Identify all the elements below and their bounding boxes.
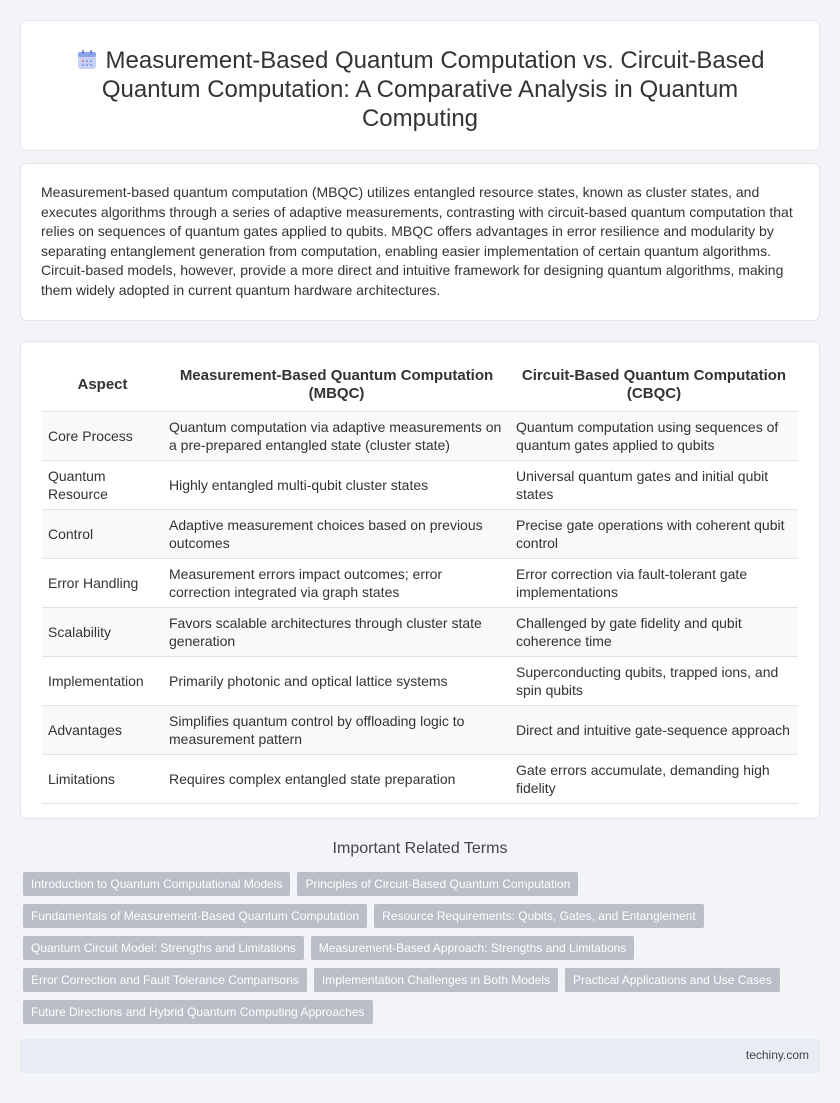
table-header-row (42, 359, 798, 412)
table-row (42, 412, 798, 461)
cell-aspect: Control (42, 510, 163, 559)
cell-cbqc: Direct and intuitive gate-sequence approach (510, 706, 798, 755)
cell-mbqc: Adaptive measurement choices based on previous outcomes (163, 510, 510, 559)
intro-card (20, 163, 820, 321)
cell-mbqc: Requires complex entangled state preparation (163, 755, 510, 804)
cell-aspect: Advantages (42, 706, 163, 755)
cell-cbqc: Error correction via fault-tolerant gate implementations (510, 559, 798, 608)
header-aspect: Aspect (42, 359, 163, 412)
cell-mbqc: Highly entangled multi-qubit cluster states (163, 461, 510, 510)
related-term-tag[interactable]: Measurement-Based Approach: Strengths and Limitations (311, 936, 635, 960)
cell-aspect: Quantum Resource (42, 461, 163, 510)
cell-cbqc: Universal quantum gates and initial qubit states (510, 461, 798, 510)
cell-aspect: Error Handling (42, 559, 163, 608)
calendar-icon (76, 49, 98, 71)
table-row (42, 608, 798, 657)
page-title (61, 46, 779, 133)
header-cbqc: Circuit-Based Quantum Computation (CBQC) (510, 359, 798, 412)
cell-mbqc: Favors scalable architectures through cluster state generation (163, 608, 510, 657)
cell-mbqc: Simplifies quantum control by offloading logic to measurement pattern (163, 706, 510, 755)
cell-cbqc: Quantum computation using sequences of quantum gates applied to qubits (510, 412, 798, 461)
cell-aspect: Implementation (42, 657, 163, 706)
related-term-tag[interactable]: Error Correction and Fault Tolerance Comparisons (23, 968, 307, 992)
related-term-tag[interactable]: Principles of Circuit-Based Quantum Computation (297, 872, 578, 896)
related-term-tag[interactable]: Introduction to Quantum Computational Models (23, 872, 290, 896)
related-term-tag[interactable]: Implementation Challenges in Both Models (314, 968, 558, 992)
related-term-tag[interactable]: Resource Requirements: Qubits, Gates, and Entanglement (374, 904, 704, 928)
related-terms-list (23, 872, 803, 1024)
table-row (42, 559, 798, 608)
cell-aspect: Scalability (42, 608, 163, 657)
related-term-tag[interactable]: Future Directions and Hybrid Quantum Computing Approaches (23, 1000, 373, 1024)
table-row (42, 510, 798, 559)
cell-mbqc: Measurement errors impact outcomes; error correction integrated via graph states (163, 559, 510, 608)
related-terms-heading: Important Related Terms (332, 840, 508, 857)
cell-cbqc: Challenged by gate fidelity and qubit coherence time (510, 608, 798, 657)
table-row (42, 755, 798, 804)
cell-mbqc: Primarily photonic and optical lattice systems (163, 657, 510, 706)
comparison-table-card (20, 341, 820, 819)
cell-cbqc: Precise gate operations with coherent qubit control (510, 510, 798, 559)
cell-aspect: Limitations (42, 755, 163, 804)
related-term-tag[interactable]: Fundamentals of Measurement-Based Quantum Computation (23, 904, 367, 928)
cell-aspect: Core Process (42, 412, 163, 461)
footer (20, 1039, 820, 1073)
header-mbqc: Measurement-Based Quantum Computation (MBQC) (163, 359, 510, 412)
cell-cbqc: Superconducting qubits, trapped ions, and spin qubits (510, 657, 798, 706)
footer-site-link[interactable]: techiny.com (745, 1048, 809, 1062)
page-title-text: Measurement-Based Quantum Computation vs. Circuit-Based Quantum Computation: A Comparative Analysis in Quantum Computing (101, 47, 765, 132)
related-term-tag[interactable]: Practical Applications and Use Cases (565, 968, 780, 992)
related-term-tag[interactable]: Quantum Circuit Model: Strengths and Limitations (23, 936, 304, 960)
title-card (20, 20, 820, 151)
intro-paragraph: Measurement-based quantum computation (MBQC) utilizes entangled resource states, known as cluster states, and executes algorithms through a series of adaptive measurements, contrasting with circuit-based quantum computation that relies on sequences of quantum gates applied to qubits. MBQC offers advantages in error resilience and modularity by separating entanglement generation from computation, enabling easier implementation of certain quantum algorithms. Circuit-based models, however, provide a more direct and intuitive framework for designing quantum algorithms, making them widely adopted in current quantum hardware architectures. (41, 184, 793, 298)
comparison-table (42, 359, 798, 804)
table-row (42, 657, 798, 706)
table-row (42, 706, 798, 755)
cell-cbqc: Gate errors accumulate, demanding high fidelity (510, 755, 798, 804)
cell-mbqc: Quantum computation via adaptive measurements on a pre-prepared entangled state (cluster state) (163, 412, 510, 461)
table-row (42, 461, 798, 510)
